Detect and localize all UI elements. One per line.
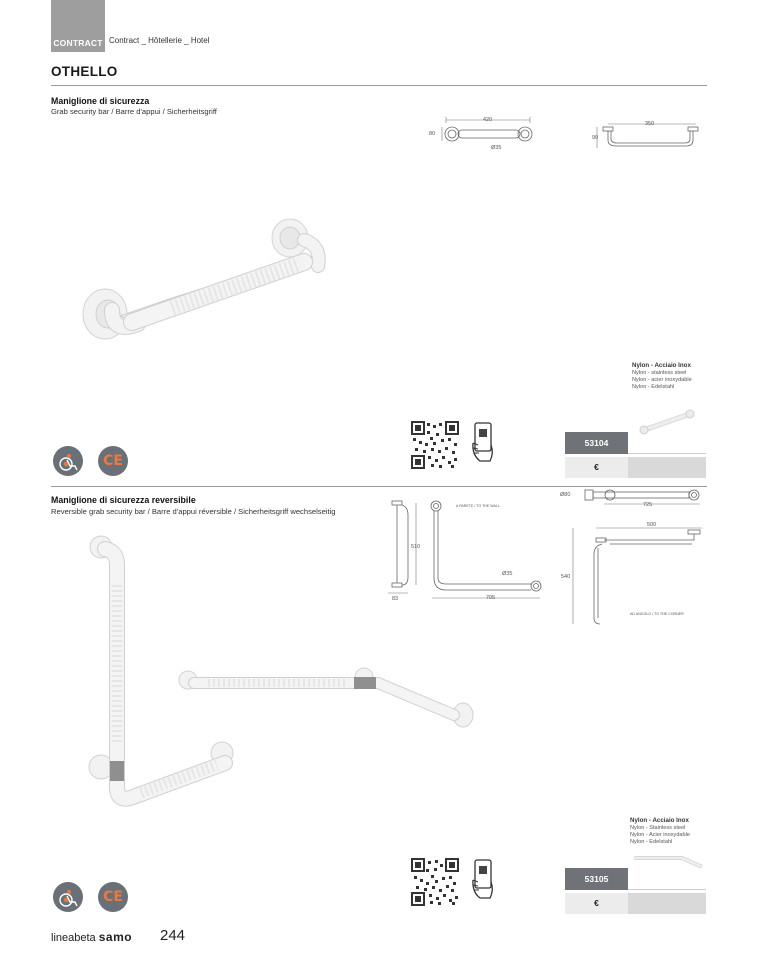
dim-diameter: Ø35 — [491, 145, 502, 151]
wheelchair-icon — [53, 882, 83, 912]
dim-height-510: 510 — [411, 544, 421, 550]
section-2-subtitle: Reversible grab security bar / Barre d'appui réversible / Sicherheitsgriff wechselseitig — [51, 507, 336, 516]
angled-grab-bar-image — [178, 665, 478, 733]
title-divider — [51, 85, 707, 86]
header-tab-label[interactable]: CONTRACT — [53, 38, 103, 48]
grab-bar-image — [72, 210, 342, 350]
qr-code-icon[interactable] — [411, 858, 459, 906]
dim-side-540: 540 — [561, 574, 571, 580]
section-2-title: Maniglione di sicurezza reversibile — [51, 495, 196, 505]
dim-flange-80: Ø80 — [560, 492, 571, 498]
smartphone-scan-icon — [470, 858, 496, 902]
page-title: OTHELLO — [51, 64, 118, 79]
dim-diameter-35: Ø35 — [502, 571, 513, 577]
footer-brand — [51, 930, 132, 944]
section-1-title: Maniglione di sicurezza — [51, 96, 150, 106]
ce-mark-icon: CE — [98, 882, 128, 912]
product-code-53105: 53105 — [565, 868, 628, 890]
ce-mark-icon: CE — [98, 446, 128, 476]
page-number: 244 — [160, 927, 186, 944]
dim-depth-height: 90 — [592, 135, 599, 141]
price-cell: € — [565, 457, 628, 478]
dim-depth: 350 — [645, 121, 655, 127]
wall-mount-label: A PARETE / TO THE WALL — [456, 504, 500, 508]
dim-length: 420 — [483, 117, 493, 123]
dim-width-705: 705 — [486, 595, 496, 601]
code-row-spacer — [628, 432, 706, 454]
product-code-53104: 53104 — [565, 432, 628, 454]
wheelchair-icon — [53, 446, 83, 476]
price-field[interactable] — [628, 893, 706, 914]
section-2-material-line: Nylon - Stainless steel — [630, 825, 686, 831]
smartphone-scan-icon — [470, 421, 496, 465]
dim-height: 80 — [429, 131, 436, 137]
qr-code-icon[interactable] — [411, 421, 459, 469]
dim-top-725: 725 — [643, 502, 653, 508]
price-field[interactable] — [628, 457, 706, 478]
section-1-material-line: Nylon - stainless steel — [632, 370, 687, 376]
section-1-subtitle: Grab security bar / Barre d'appui / Sicherheitsgriff — [51, 107, 217, 116]
dim-inner-500: 500 — [647, 522, 657, 528]
section-1-material-title: Nylon - Acciaio Inox — [632, 362, 691, 369]
section-2-material-line: Nylon - Acier inoxydable — [630, 832, 691, 838]
corner-mount-label: AD ANGOLO / TO THE CORNER — [630, 612, 684, 616]
section-1-material-line: Nylon - acier inoxydable — [632, 377, 692, 383]
footer-brand-prefix: lineabeta — [51, 932, 96, 944]
dim-depth-83: 83 — [392, 596, 399, 602]
price-cell: € — [565, 893, 628, 914]
code-row-spacer — [628, 868, 706, 890]
breadcrumb: Contract _ Hôtellerie _ Hotel — [109, 36, 210, 45]
section-1-material-line: Nylon - Edelstahl — [632, 384, 675, 390]
section-2-front-drawing — [426, 498, 550, 604]
footer-brand-name: samo — [98, 930, 133, 944]
section-2-material-line: Nylon - Edelstahl — [630, 839, 673, 845]
section-2-material-title: Nylon - Acciaio Inox — [630, 817, 689, 824]
